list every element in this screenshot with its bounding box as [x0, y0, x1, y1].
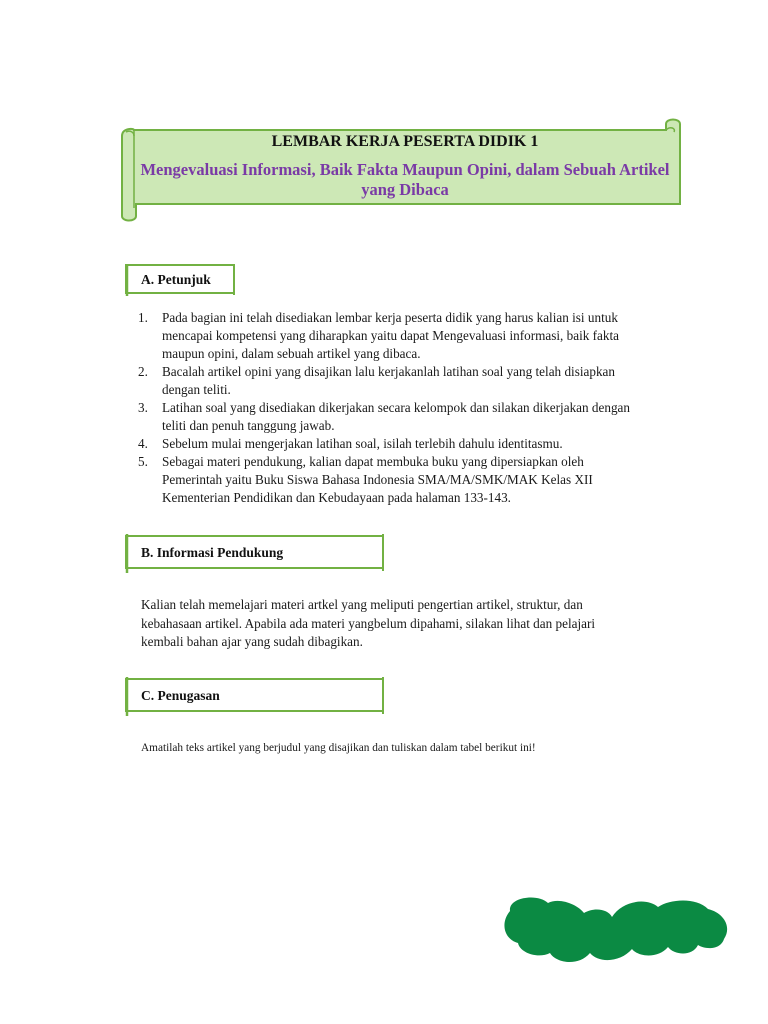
- item-line: Bacalah artikel opini yang disajikan lalu kerjakanlah latihan soal yang telah disiapkan: [162, 364, 615, 379]
- item-line: mencapai kompetensi yang diharapkan yaitu dapat Mengevaluasi informasi, baik fakta: [162, 328, 620, 343]
- instruction-list: [138, 309, 698, 507]
- item-number: 4.: [138, 436, 148, 451]
- subtitle-line-2: yang Dibaca: [361, 180, 449, 199]
- section-c-heading: C. Penugasan: [141, 688, 220, 703]
- paragraph-line: kebahasaan artikel. Apabila ada materi yangbelum dipahami, silakan lihat dan pelajari: [141, 615, 596, 631]
- worksheet-subtitle: [140, 160, 670, 200]
- instruction-item: [138, 399, 698, 435]
- instruction-item: [138, 435, 698, 453]
- paragraph-line: Kalian telah memelajari materi artkel yang meliputi pengertian artikel, struktur, dan: [141, 597, 583, 612]
- subtitle-line-1: Mengevaluasi Informasi, Baik Fakta Maupun Opini, dalam Sebuah Artikel: [140, 160, 670, 179]
- worksheet-title: LEMBAR KERJA PESERTA DIDIK 1: [271, 133, 539, 150]
- item-line: teliti dan penuh tanggung jawab.: [162, 418, 335, 433]
- decorative-green-blob: [498, 893, 730, 973]
- item-number: 2.: [138, 364, 148, 379]
- item-number: 1.: [138, 310, 148, 325]
- item-line: Kementerian Pendidikan dan Kebudayaan pada halaman 133-143.: [162, 490, 511, 505]
- instruction-item: [138, 363, 698, 399]
- item-line: Pada bagian ini telah disediakan lembar kerja peserta didik yang harus kalian isi untuk: [162, 310, 618, 325]
- item-line: Sebelum mulai mengerjakan latihan soal, isilah terlebih dahulu identitasmu.: [162, 436, 563, 451]
- item-line: maupun opini, dalam sebuah artikel yang dibaca.: [162, 346, 421, 361]
- instruction-item: [138, 453, 698, 507]
- section-b-heading: B. Informasi Pendukung: [141, 545, 284, 560]
- item-line: Sebagai materi pendukung, kalian dapat membuka buku yang dipersiapkan oleh: [162, 454, 584, 469]
- section-a-heading: A. Petunjuk: [141, 272, 211, 287]
- item-number: 5.: [138, 454, 148, 469]
- item-number: 3.: [138, 400, 148, 415]
- supporting-info-paragraph: [141, 596, 661, 652]
- item-line: Latihan soal yang disediakan dikerjakan secara kelompok dan silakan dikerjakan dengan: [162, 400, 630, 415]
- paragraph-line: kembali bahan ajar yang sudah dibagikan.: [141, 634, 363, 649]
- item-line: Pemerintah yaitu Buku Siswa Bahasa Indonesia SMA/MA/SMK/MAK Kelas XII: [162, 472, 593, 487]
- item-line: dengan teliti.: [162, 382, 231, 397]
- task-instruction: Amatilah teks artikel yang berjudul yang disajikan dan tuliskan dalam tabel berikut ini!: [141, 742, 536, 754]
- instruction-item: [138, 309, 698, 363]
